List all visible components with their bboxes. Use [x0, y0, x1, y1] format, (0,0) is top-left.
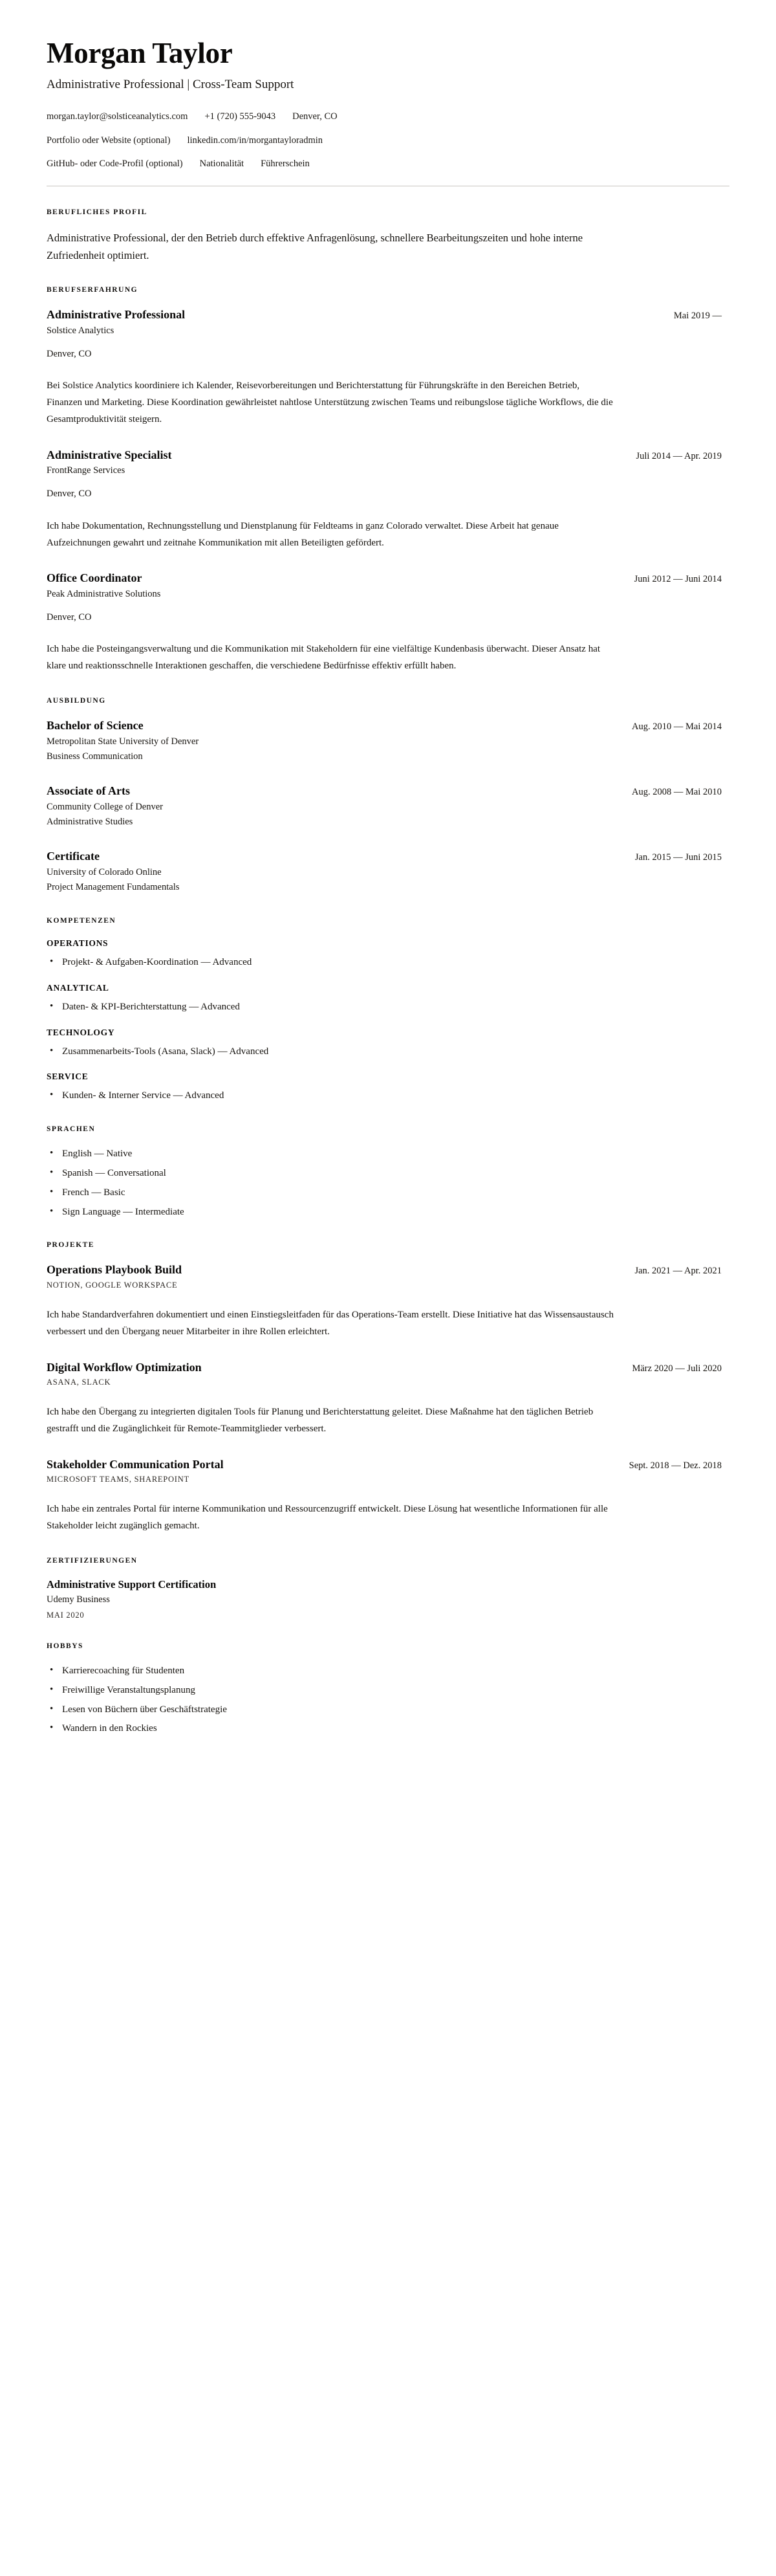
education-field: Business Communication [47, 751, 143, 762]
contact-portfolio[interactable]: Portfolio oder Website (optional) [47, 135, 171, 146]
project-date: Jan. 2021 — Apr. 2021 [634, 1266, 722, 1277]
project-name: Stakeholder Communication Portal [47, 1457, 224, 1471]
education-field: Administrative Studies [47, 817, 133, 828]
language-item: • English — Native [47, 1147, 729, 1161]
section-skills [47, 917, 729, 1103]
project-name: Digital Workflow Optimization [47, 1360, 202, 1374]
contact-phone[interactable]: +1 (720) 555-9043 [204, 111, 276, 122]
contact-github[interactable]: GitHub- oder Code-Profil (optional) [47, 159, 183, 170]
contact-email[interactable]: morgan.taylor@solsticeanalytics.com [47, 111, 188, 122]
skill-group [47, 1028, 729, 1059]
hobby-item: • Lesen von Büchern über Geschäftstrategie [47, 1702, 729, 1717]
certification-issuer: Udemy Business [47, 1594, 110, 1605]
skill-group [47, 938, 729, 970]
section-experience [47, 286, 729, 675]
skill-category: TECHNOLOGY [47, 1027, 115, 1037]
section-projects [47, 1241, 729, 1534]
skill-list [47, 955, 729, 970]
skill-category: ANALYTICAL [47, 982, 109, 993]
section-certifications [47, 1557, 729, 1620]
contact-nationality: Nationalität [199, 159, 244, 170]
project-tags: MICROSOFT TEAMS, SHAREPOINT [47, 1475, 189, 1484]
project-entry [47, 1262, 729, 1340]
project-description: Ich habe Standardverfahren dokumentiert und einen Einstiegsleitfaden für das Operations-Team erstellt. Diese Initiative hat das Wissensaustausch verbessert und den Übergang neuer Mitarbeiter in ihre Rollen erleichtert. [47, 1309, 614, 1337]
experience-description: Bei Solstice Analytics koordiniere ich Kalender, Reisevorbereitungen und Berichterstattung für Führungskräfte in den Bereichen Betrieb, Finanzen und Marketing. Diese Koordination gewährleistet nahtlose Unterstützung zwischen Teams und reibungslose tägliche Workflows, die die Gesamtproduktivität steigern. [47, 380, 613, 425]
skill-category: SERVICE [47, 1072, 89, 1082]
skill-list [47, 1000, 729, 1015]
candidate-name: Morgan Taylor [47, 37, 233, 69]
education-degree: Associate of Arts [47, 784, 130, 798]
project-entry-head [47, 1360, 729, 1375]
section-title-skills: KOMPETENZEN [47, 917, 116, 925]
language-item: • French — Basic [47, 1185, 729, 1200]
skill-item: • Daten- & KPI-Berichterstattung — Advanced [47, 1000, 729, 1015]
skill-item: • Kunden- & Interner Service — Advanced [47, 1088, 729, 1103]
hobby-item: • Karrierecoaching für Studenten [47, 1664, 729, 1679]
section-title-languages: SPRACHEN [47, 1125, 96, 1134]
project-date: März 2020 — Juli 2020 [632, 1363, 722, 1374]
experience-location: Denver, CO [47, 489, 92, 500]
section-title-certifications: ZERTIFIZIERUNGEN [47, 1556, 138, 1565]
project-tags: ASANA, SLACK [47, 1378, 111, 1387]
section-title-projects: PROJEKTE [47, 1241, 94, 1249]
skill-item: • Projekt- & Aufgaben-Koordination — Advanced [47, 955, 729, 970]
experience-description: Ich habe die Posteingangsverwaltung und die Kommunikation mit Stakeholdern für eine vielfältige Kundenbasis überwacht. Dieser Ansatz hat klare und reaktionsschnelle Interaktionen geschaffen, die verschiedene Bedürfnisse effektiv erfüllt haben. [47, 644, 601, 672]
experience-entry-head [47, 571, 729, 586]
education-entry-head [47, 718, 729, 733]
experience-entry-head [47, 307, 729, 322]
experience-entry [47, 571, 729, 675]
experience-company: FrontRange Services [47, 465, 125, 476]
experience-entry-head [47, 448, 729, 463]
experience-entry [47, 448, 729, 552]
education-school: Community College of Denver [47, 801, 164, 812]
language-item: • Spanish — Conversational [47, 1166, 729, 1181]
project-name: Operations Playbook Build [47, 1263, 182, 1277]
experience-role: Administrative Specialist [47, 448, 172, 461]
education-entry [47, 784, 729, 830]
contact-location: Denver, CO [292, 111, 338, 122]
section-profile [47, 208, 729, 264]
education-school: University of Colorado Online [47, 866, 162, 877]
experience-date: Juli 2014 — Apr. 2019 [636, 450, 722, 461]
education-degree: Bachelor of Science [47, 719, 144, 732]
section-title-education: AUSBILDUNG [47, 697, 106, 705]
education-date: Aug. 2010 — Mai 2014 [632, 721, 722, 732]
education-date: Jan. 2015 — Juni 2015 [634, 852, 722, 863]
skill-group [47, 1072, 729, 1103]
project-description: Ich habe ein zentrales Portal für interne Kommunikation und Ressourcenzugriff entwickelt. Diese Lösung hat wesentliche Informationen für alle Stakeholder leicht zugänglich gemacht. [47, 1504, 608, 1531]
project-entry [47, 1457, 729, 1535]
education-degree: Certificate [47, 850, 100, 863]
education-date: Aug. 2008 — Mai 2010 [632, 787, 722, 798]
hobby-item: • Freiwillige Veranstaltungsplanung [47, 1683, 729, 1698]
resume-header [47, 38, 729, 186]
contact-linkedin[interactable]: linkedin.com/in/morgantayloradmin [187, 135, 323, 146]
certification-name: Administrative Support Certification [47, 1578, 217, 1591]
project-entry [47, 1360, 729, 1438]
experience-role: Administrative Professional [47, 308, 186, 322]
certification-entry [47, 1578, 729, 1620]
section-title-profile: BERUFLICHES PROFIL [47, 208, 147, 217]
candidate-headline: Administrative Professional | Cross-Team Support [47, 78, 294, 92]
education-field: Project Management Fundamentals [47, 882, 180, 893]
skill-category: OPERATIONS [47, 938, 109, 949]
project-entry-head [47, 1457, 729, 1472]
contact-row-extra [47, 157, 729, 171]
section-title-hobbies: HOBBYS [47, 1642, 83, 1651]
section-title-experience: BERUFSERFAHRUNG [47, 286, 138, 294]
contact-row-links [47, 134, 729, 148]
education-entry [47, 718, 729, 764]
skill-list [47, 1088, 729, 1103]
hobby-list [47, 1664, 729, 1736]
section-education [47, 697, 729, 895]
project-description: Ich habe den Übergang zu integrierten digitalen Tools für Planung und Berichterstattung geleitet. Diese Maßnahme hat den täglichen Betrieb gestrafft und die Zugänglichkeit für Remote-Teammitglieder verbessert. [47, 1407, 594, 1434]
skill-item: • Zusammenarbeits-Tools (Asana, Slack) — Advanced [47, 1044, 729, 1059]
profile-summary-text: Administrative Professional, der den Betrieb durch effektive Anfragenlösung, schnellere Bearbeitungszeiten und hohe interne Zufriedenheit optimiert. [47, 232, 583, 261]
experience-date: Juni 2012 — Juni 2014 [634, 574, 722, 585]
education-school: Metropolitan State University of Denver [47, 736, 199, 747]
section-languages [47, 1125, 729, 1219]
experience-company: Solstice Analytics [47, 325, 114, 336]
hobby-item: • Wandern in den Rockies [47, 1721, 729, 1736]
experience-description: Ich habe Dokumentation, Rechnungsstellung und Dienstplanung für Feldteams in ganz Colorado verwaltet. Diese Arbeit hat genaue Aufzeichnungen gewahrt und zeitnahe Kommunikation mit allen Beteiligten gefördert. [47, 520, 559, 548]
education-entry-head [47, 849, 729, 864]
skill-group [47, 983, 729, 1015]
education-entry-head [47, 784, 729, 798]
language-list [47, 1147, 729, 1219]
project-date: Sept. 2018 — Dez. 2018 [629, 1460, 722, 1471]
experience-date: Mai 2019 — [673, 311, 722, 322]
experience-company: Peak Administrative Solutions [47, 588, 161, 599]
experience-role: Office Coordinator [47, 571, 142, 585]
education-entry [47, 849, 729, 895]
language-item: • Sign Language — Intermediate [47, 1205, 729, 1220]
certification-date: MAI 2020 [47, 1611, 85, 1620]
contact-driving-license: Führerschein [261, 159, 310, 170]
experience-location: Denver, CO [47, 611, 92, 622]
experience-entry [47, 307, 729, 428]
section-hobbies [47, 1642, 729, 1736]
skill-list [47, 1044, 729, 1059]
contact-row-primary [47, 110, 729, 124]
experience-location: Denver, CO [47, 348, 92, 359]
project-tags: NOTION, GOOGLE WORKSPACE [47, 1280, 178, 1290]
project-entry-head [47, 1262, 729, 1277]
